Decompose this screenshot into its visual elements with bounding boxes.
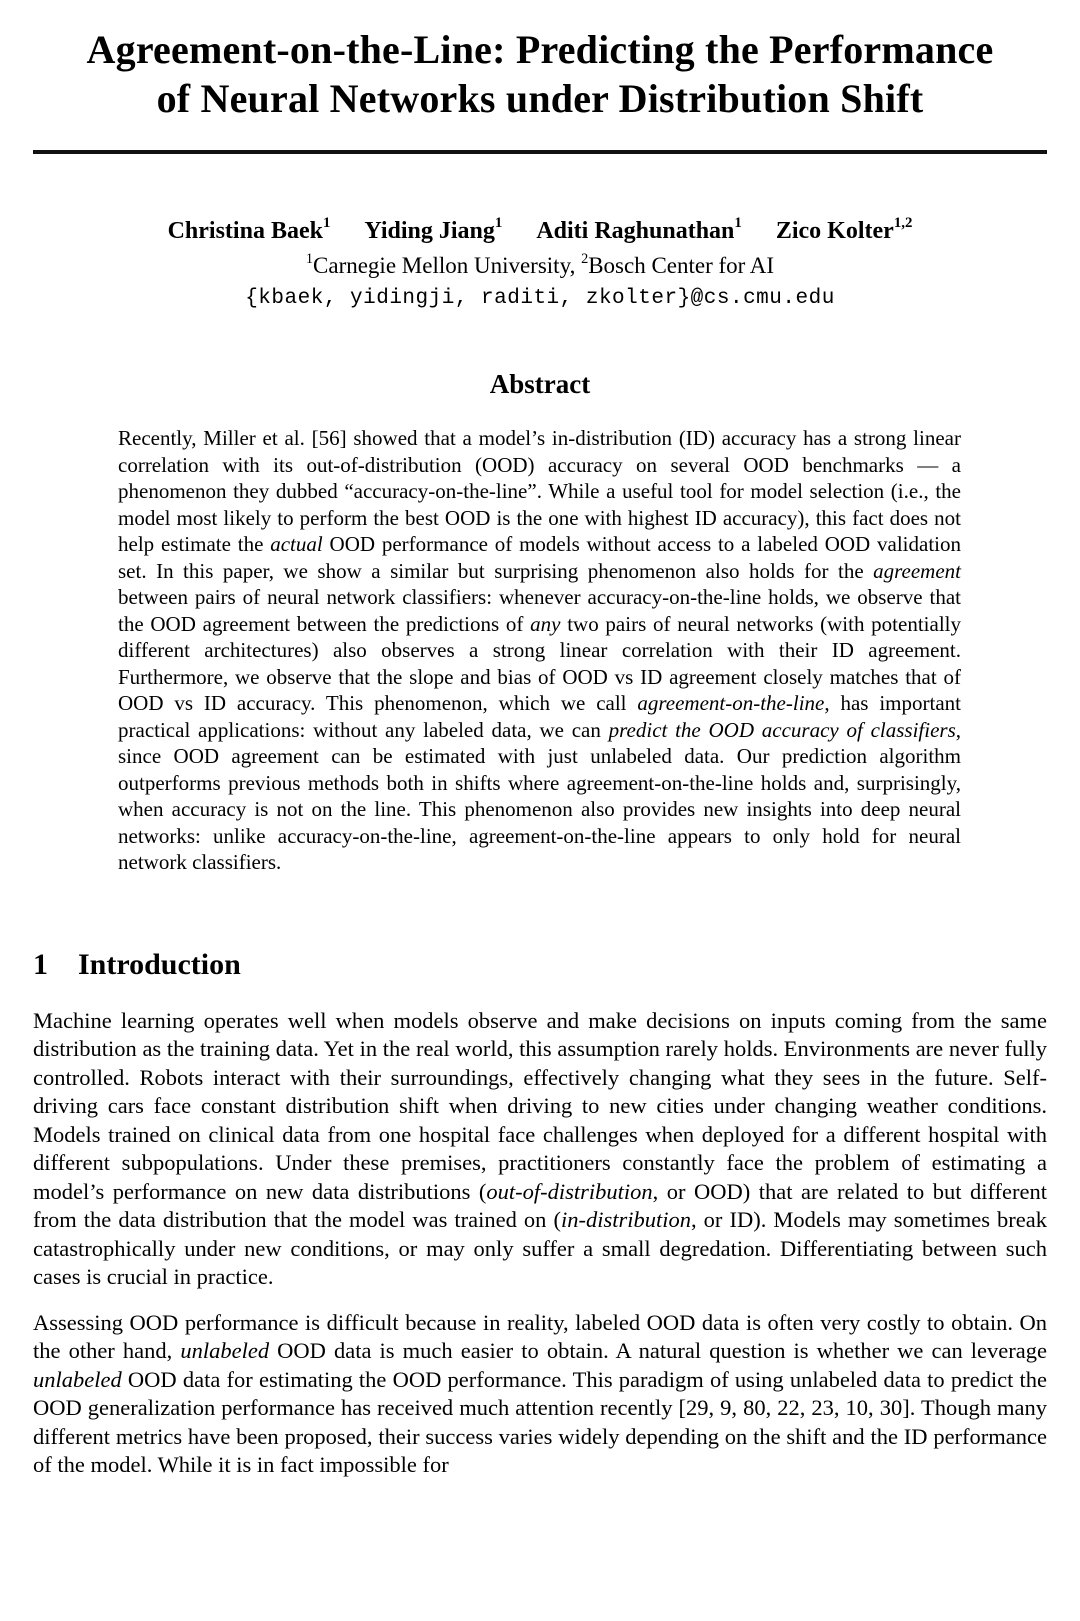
author: Aditi Raghunathan$^1$ [536,215,742,244]
abstract-heading: Abstract [489,369,591,399]
abstract-body: Recently, Miller et al. [56] showed that a model’s in-distribution (ID) accuracy has a strong linear correlation with its out-of-distribution (OOD) accuracy on several OOD benchmarks — a phenomenon they dubbed “accuracy-on-the-line”. While a useful tool for model selection (i.e., the model most likely to perform the best OOD is the one with highest ID accuracy), this fact does not help estimate the actual OOD performance of models without access to a labeled OOD validation set. In this paper, we show a similar but surprising phenomenon also holds for the agreement between pairs of neural network classifiers: whenever accuracy-on-the-line holds, we observe that the OOD agreement between the predictions of any two pairs of neural networks (with potentially different architectures) also observes a strong linear correlation with their ID agreement. Furthermore, we observe that the slope and bias of OOD vs ID agreement closely matches that of OOD vs ID accuracy. This phenomenon, which we call agreement-on-the-line, has important practical applications: without any labeled data, we can predict the OOD accuracy of classifiers, since OOD agreement can be estimated with just unlabeled data. Our prediction algorithm outperforms previous methods both in shifts where agreement-on-the-line holds and, surprisingly, when accuracy is not on the line. This phenomenon also provides new insights into deep neural networks: unlike accuracy-on-the-line, agreement-on-the-line appears to only hold for neural network classifiers. [118,426,961,874]
author: Christina Baek$^1$ [167,215,331,244]
author: Zico Kolter$^{1,2}$ [775,215,913,244]
author-byline [33,216,1047,246]
intro-paragraph-1: Machine learning operates well when models observe and make decisions on inputs coming from the same distribution as the training data. Yet in the real world, this assumption rarely holds. Environments are never fully controlled. Robots interact with their surroundings, effectively changing what they sees in the future. Self-driving cars face constant distribution shift when driving to new cities under changing weather conditions. Models trained on clinical data from one hospital face challenges when deployed for a different hospital with different subpopulations. Under these premises, practitioners constantly face the problem of estimating a model’s performance on new data distributions (out-of-distribution, or OOD) that are related to but different from the data distribution that the model was trained on (in-distribution, or ID). Models may sometimes break catastrophically under new conditions, or may only suffer a small degredation. Differentiating between such cases is crucial in practice. [33,1007,1048,1289]
author: Yiding Jiang$^1$ [364,215,503,244]
title-rule [33,150,1047,154]
section-number: 1 [33,947,48,981]
affiliation-line: $^1$Carnegie Mellon University, $^2$Bosch Center for AI [305,250,775,278]
paper-title [33,25,1047,123]
email-line: {kbaek, yidingji, raditi, zkolter}@cs.cmu.edu [245,287,835,310]
paper-title-line-1: Agreement-on-the-Line: Predicting the Performance [86,27,994,72]
intro-paragraph-2: Assessing OOD performance is difficult because in reality, labeled OOD data is often very costly to obtain. On the other hand, unlabeled OOD data is much easier to obtain. A natural question is whether we can leverage unlabeled OOD data for estimating the OOD performance. This paradigm of using unlabeled data to predict the OOD generalization performance has received much attention recently [29, 9, 80, 22, 23, 10, 30]. Though many different metrics have been proposed, their success varies widely depending on the shift and the ID performance of the model. While it is in fact impossible for [33,1309,1047,1477]
section-heading-introduction [33,948,1047,982]
paper-title-line-2: of Neural Networks under Distribution Shift [156,76,924,121]
section-title: Introduction [78,947,241,981]
